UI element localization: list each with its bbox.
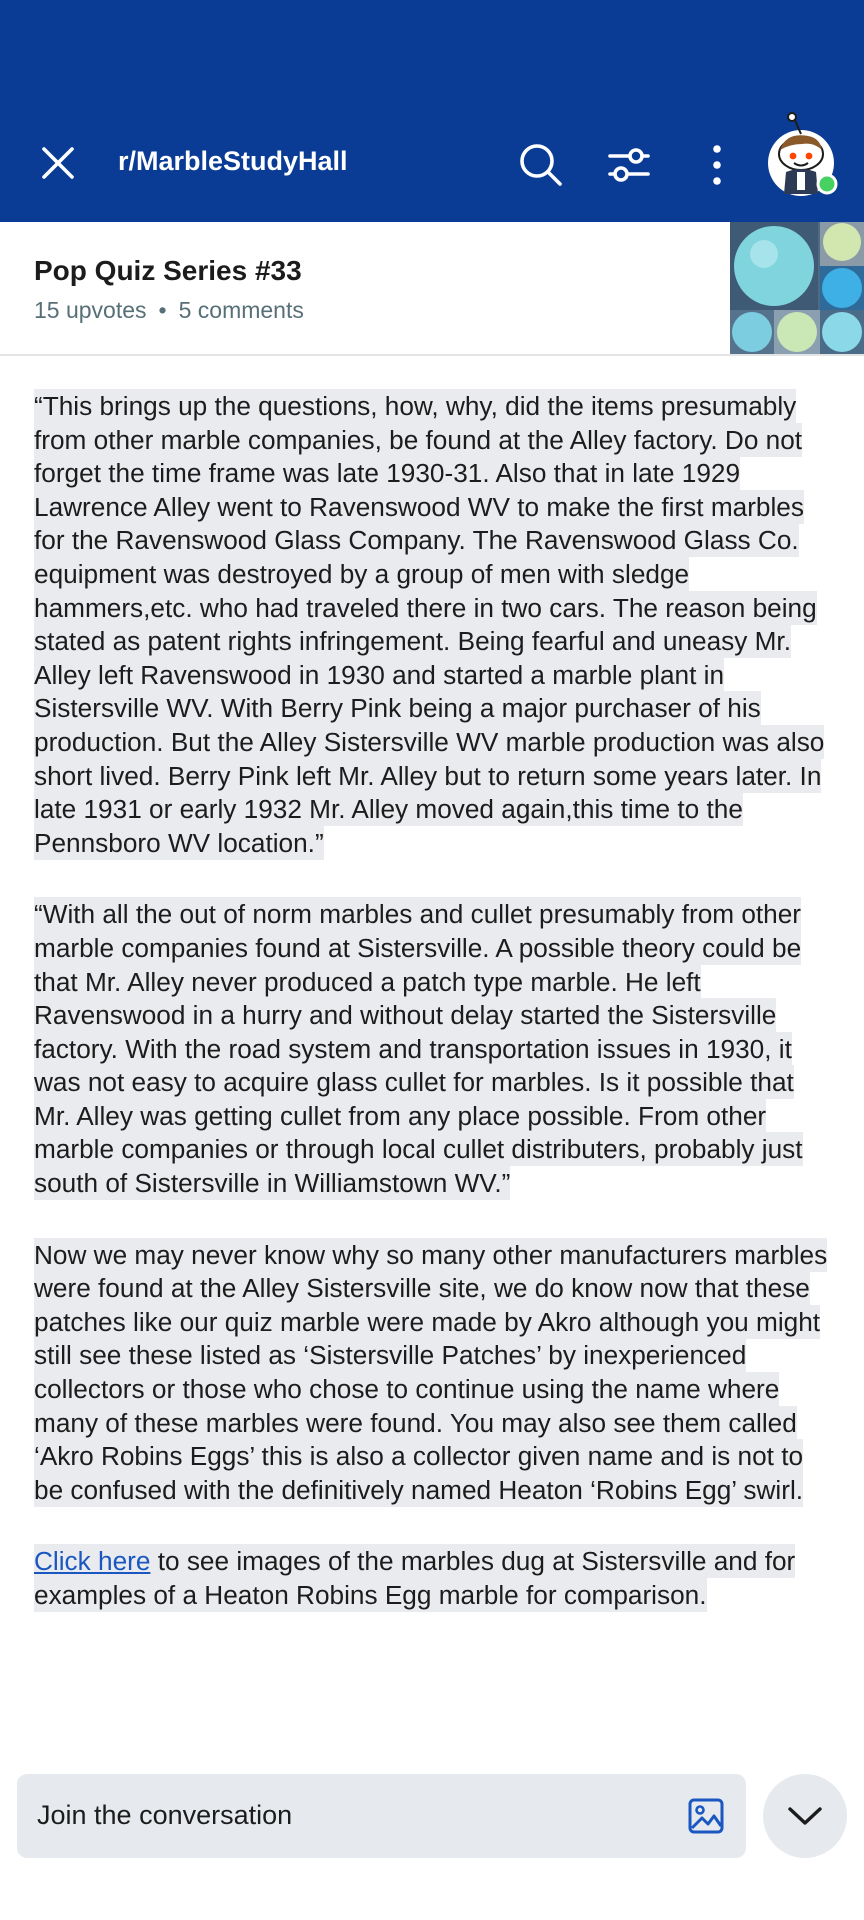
reply-placeholder: Join the conversation: [37, 1800, 293, 1830]
post-summary: [0, 222, 864, 356]
comment-count: 5 comments: [178, 297, 304, 323]
post-stats: [34, 297, 304, 324]
quote-text-1: “This brings up the questions, how, why, did the items presumably from other marble companies, be found at the Alley factory. Do not forget the time frame was late 1930-31. Also that in late 1929 Lawrence Alley went to Ravenswood WV to make the first marbles for the Ravenswood Glass Company. The Ravenswood Glass Co. equipment was destroyed by a group of men with sledge hammers,etc. who had traveled there in two cars. The reason being stated as patent rights infringement. Being fearful and uneasy Mr. Alley left Ravenswood in 1930 and started a marble plant in Sistersville WV. With Berry Pink being a major purchaser of his production. But the Alley Sistersville WV marble production was also short lived. Berry Pink left Mr. Alley but to return some years later. In late 1931 or early 1932 Mr. Alley moved again,this time to the Pennsboro WV location.”: [34, 391, 825, 858]
chevron-down-icon: [787, 1805, 823, 1827]
close-button[interactable]: [30, 135, 86, 191]
more-vertical-icon: [707, 143, 727, 187]
user-avatar[interactable]: [764, 110, 838, 200]
body-text-4: [34, 1544, 795, 1612]
subreddit-name[interactable]: r/MarbleStudyHall: [118, 146, 348, 176]
close-icon: [39, 144, 77, 182]
post-title: Pop Quiz Series #33: [34, 255, 302, 286]
body-paragraph-1: [34, 390, 834, 860]
body-paragraph-4: [34, 1545, 834, 1612]
upvote-count: 15 upvotes: [34, 297, 147, 323]
post-body: [34, 390, 834, 1651]
reply-bar: [0, 1762, 864, 1920]
image-icon: [686, 1796, 726, 1836]
avatar-icon: [764, 110, 838, 200]
search-button[interactable]: [511, 135, 571, 195]
marble-thumbnail-image: [730, 222, 864, 354]
collapse-button[interactable]: [763, 1774, 847, 1858]
link-trailing-text: to see images of the marbles dug at Sistersville and for examples of a Heaton Robins Egg marble for comparison.: [34, 1546, 796, 1610]
reply-input[interactable]: [17, 1774, 746, 1858]
quote-text-2: “With all the out of norm marbles and cullet presumably from other marble companies found at Sistersville. A possible theory could be that Mr. Alley never produced a patch type marble. He left Ravenswood in a hurry and without delay started the Sistersville factory. With the road system and transportation issues in 1930, it was not easy to acquire glass cullet for marbles. Is it possible that Mr. Alley was getting cullet from any place possible. From other marble companies or through local cullet distributers, probably just south of Sistersville in Williamstown WV.”: [34, 899, 803, 1199]
body-paragraph-2: [34, 898, 834, 1200]
filter-icon: [606, 142, 652, 188]
attach-image-button[interactable]: [684, 1794, 728, 1838]
click-here-link[interactable]: Click here: [34, 1546, 151, 1577]
post-thumbnail[interactable]: [730, 222, 864, 354]
filter-button[interactable]: [599, 135, 659, 195]
body-text-3: Now we may never know why so many other manufacturers marbles were found at the Alley Sistersville site, we do know now that these patches like our quiz marble were made by Akro although you might still see these listed as ‘Sistersville Patches’ by inexperienced collectors or those who chose to continue using the name where many of these marbles were found. You may also see them called ‘Akro Robins Eggs’ this is also a collector given name and is not to be confused with the definitively named Heaton ‘Robins Egg’ swirl.: [34, 1239, 828, 1505]
meta-separator: •: [158, 297, 167, 323]
more-options-button[interactable]: [687, 135, 747, 195]
app-header: [0, 0, 864, 222]
search-icon: [518, 142, 564, 188]
body-paragraph-3: [34, 1239, 834, 1508]
